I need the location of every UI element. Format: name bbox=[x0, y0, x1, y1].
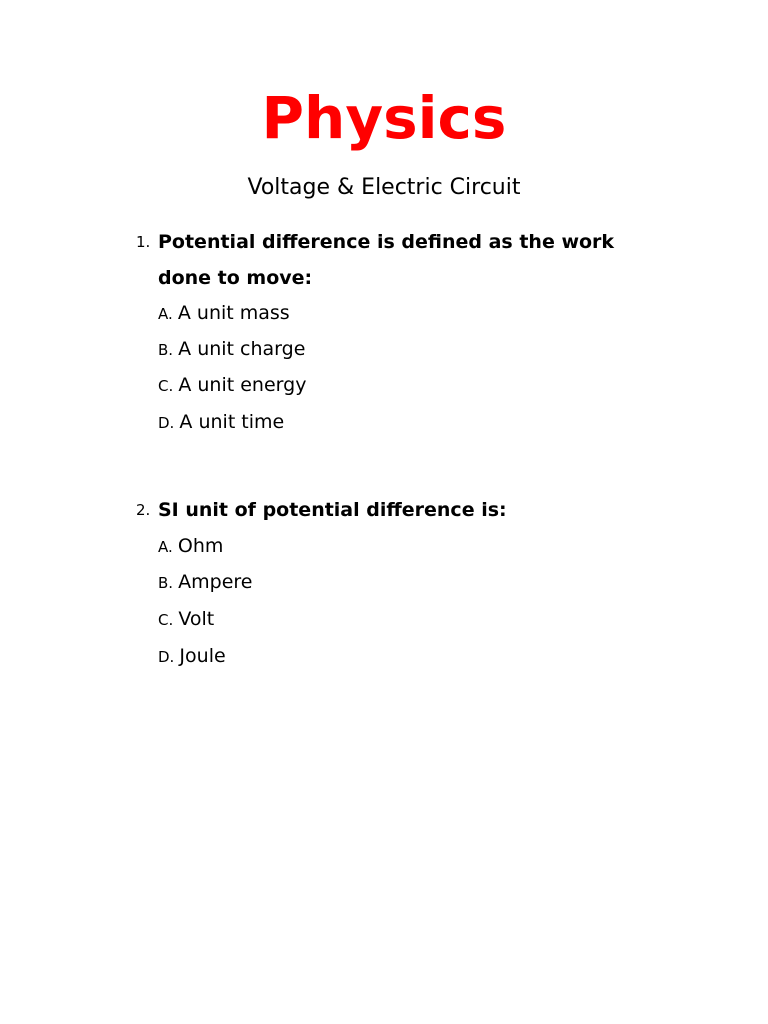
option-a bbox=[158, 528, 223, 565]
option-text: Joule bbox=[179, 645, 226, 667]
question-text-continued: done to move: bbox=[158, 267, 313, 289]
option-text: Volt bbox=[178, 608, 215, 630]
option-d bbox=[158, 404, 284, 441]
option-text: A unit charge bbox=[178, 338, 306, 360]
page-subtitle: Voltage & Electric Circuit bbox=[247, 175, 521, 200]
option-letter: B. bbox=[158, 574, 174, 592]
question-number: 2. bbox=[136, 501, 151, 519]
option-letter: C. bbox=[158, 611, 174, 629]
option-c bbox=[158, 601, 214, 638]
option-b bbox=[158, 564, 253, 601]
option-letter: D. bbox=[158, 648, 175, 666]
option-text: A unit mass bbox=[177, 302, 290, 324]
option-text: Ohm bbox=[177, 535, 224, 557]
option-c bbox=[158, 367, 306, 404]
page-title: Physics bbox=[261, 84, 507, 152]
option-letter: B. bbox=[158, 341, 174, 359]
option-text: A unit energy bbox=[178, 374, 307, 396]
option-d bbox=[158, 638, 226, 675]
question-text: SI unit of potential difference is: bbox=[158, 499, 507, 521]
option-b bbox=[158, 331, 305, 368]
option-letter: A. bbox=[158, 305, 173, 323]
option-text: A unit time bbox=[179, 411, 285, 433]
option-text: Ampere bbox=[178, 571, 253, 593]
question-number: 1. bbox=[136, 233, 151, 251]
option-letter: D. bbox=[158, 414, 175, 432]
option-letter: A. bbox=[158, 538, 173, 556]
option-a bbox=[158, 295, 290, 332]
option-letter: C. bbox=[158, 377, 174, 395]
question-text: Potential difference is defined as the work bbox=[158, 231, 615, 253]
